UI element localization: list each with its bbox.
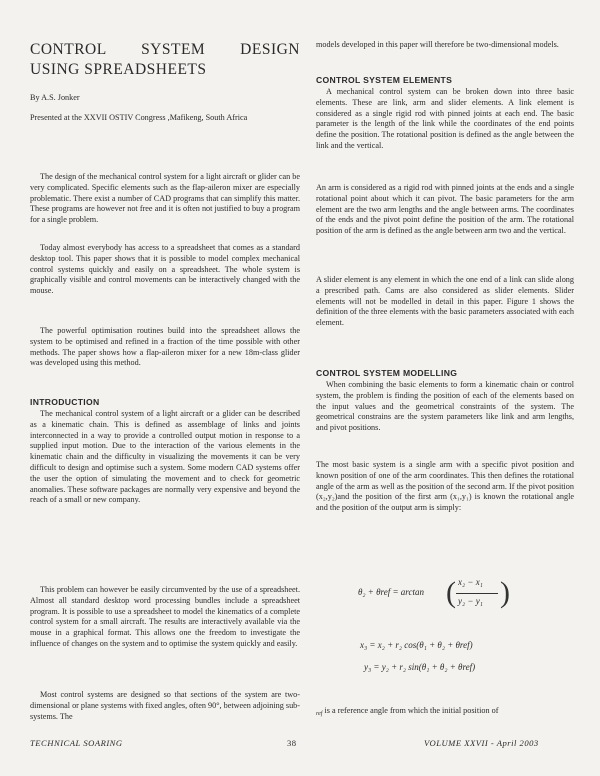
title-line-2: USING SPREADSHEETS [30,61,207,78]
equation-1 [358,574,558,618]
left-paragraph-3: The powerful optimisation routines build into the spreadsheet allows the system to be optimised and refined in a fraction of the time possible with other methods. The paper shows how a flap-aileron mixer for a new 18m-class glider was developed using this method. [30,326,300,368]
heading-elements: CONTROL SYSTEM ELEMENTS [316,75,453,85]
equation-1-fraction-bar [456,593,498,594]
heading-introduction: INTRODUCTION [30,397,100,407]
right-paragraph-3: An arm is considered as a rigid rod with pinned joints at the ends and a single rotational point about which it can pivot. The basic parameters for the arm element are the two arm lengths and the angle between arms. The coordinates of the ends and the pivot point define the position of the arm. The rotational position of the arm is defined as the angle between arm two and the vertical. [316,183,574,236]
left-paragraph-5: This problem can however be easily circumvented by the use of a spreadsheet. Almost all standard desktop word processing bundles include a spreadsheet program. It is possible to use a spreadsheet to model the kinematics of a complete control system for a small aircraft. The results are interactively available via the mouse in a graphical format. This allows one the freedom to investigate the influence of changes on the system and to optimise the system quickly and easily. [30,585,300,648]
right-paragraph-7 [316,706,574,720]
title-line-1: CONTROL SYSTEM DESIGN [30,41,300,58]
right-paragraph-7-text: is a reference angle from which the initial position of [324,706,499,715]
left-paragraph-2: Today almost everybody has access to a spreadsheet that comes as a standard desktop tool. This paper shows that it is possible to model complex mechanical control systems quickly and easily on a spreadsheet. The whole system is graphically visible and control movements can be interactively changed with the mouse. [30,243,300,296]
equation-1-left-paren: ( [446,576,456,609]
right-paragraph-2: A mechanical control system can be broken down into three basic elements. These are link, arm and slider elements. A link element is considered as a single rigid rod with pinned joints at each end. The basic parameter is the length of the link while the coordinates of the end points define the position. The rotational position is defined as the angle between the link and the vertical. [316,87,574,150]
equation-1-right-paren: ) [500,576,510,609]
footer-volume: VOLUME XXVII - April 2003 [424,738,539,748]
theta-ref-subscript: ref [316,711,323,717]
equation-1-lhs: θ₂ + θref = arctan [358,587,424,597]
equation-3: y₃ = y₂ + r₂ sin(θ₁ + θ₂ + θref) [364,662,476,672]
right-paragraph-1: models developed in this paper will therefore be two-dimensional models. [316,40,559,49]
footer-page-number: 38 [287,738,297,748]
left-paragraph-1: The design of the mechanical control system for a light aircraft or glider can be very complicated. Specific elements such as the flap-aileron mixer are especially problematic. There exist a number of CAD programs that can simplify this matter. These programs are however not free and it is often not justified to buy a program for a single problem. [30,172,300,225]
byline: By A.S. Jonker [30,93,80,102]
left-paragraph-4: The mechanical control system of a light aircraft or a glider can be described as a kinematic chain. This is defined as assemblage of links and joints interconnected in a way to provide a controlled output motion in response to a supplied input motion. Due to the interaction of the various elements in the kinematic chain and the difficulty in visualizing the movements it can be very difficult to design and optimise such a system. Some modern CAD systems offer the user the option of simulating the movement and to check for geometric anomalies. These software packages are normally very expensive and beyond the reach of a small or new company. [30,409,300,505]
presented-note: Presented at the XXVII OSTIV Congress ,Mafikeng, South Africa [30,113,248,122]
right-paragraph-5: When combining the basic elements to form a kinematic chain or control system, the problem is finding the position of each of the elements based on the input values and the geometrical constraints of the system. The geometrical constrains are the system parameters like link and arm lengths, and pivot positions. [316,380,574,433]
equation-2: x₃ = x₂ + r₂ cos(θ₁ + θ₂ + θref) [360,640,473,650]
equation-1-numerator: x₂ − x₁ [458,577,483,587]
left-paragraph-6: Most control systems are designed so that sections of the system are two-dimensional or plane systems with fixed angles, often 90°, between adjoining sub-systems. The [30,690,300,721]
paper-title [30,40,300,80]
right-paragraph-4: A slider element is any element in which the one end of a link can slide along a prescribed path. Cams are also considered as slider elements. Slider elements will not be modelled in detail in this paper. Figure 1 shows the definition of the three elements with the basic parameters associated with each element. [316,275,574,328]
right-paragraph-6: The most basic system is a single arm with a specific pivot position and known position of one of the arm coordinates. This then defines the rotational angle of the arm as well as the position of the second arm. If the pivot position (x₂,y₂)and the position of the first arm (x₁,y₁) is known the rotational angle and the position of the output arm is simply: [316,460,574,513]
equation-1-denominator: y₂ − y₁ [458,596,483,606]
footer-journal: TECHNICAL SOARING [30,738,123,748]
heading-modelling: CONTROL SYSTEM MODELLING [316,368,458,378]
